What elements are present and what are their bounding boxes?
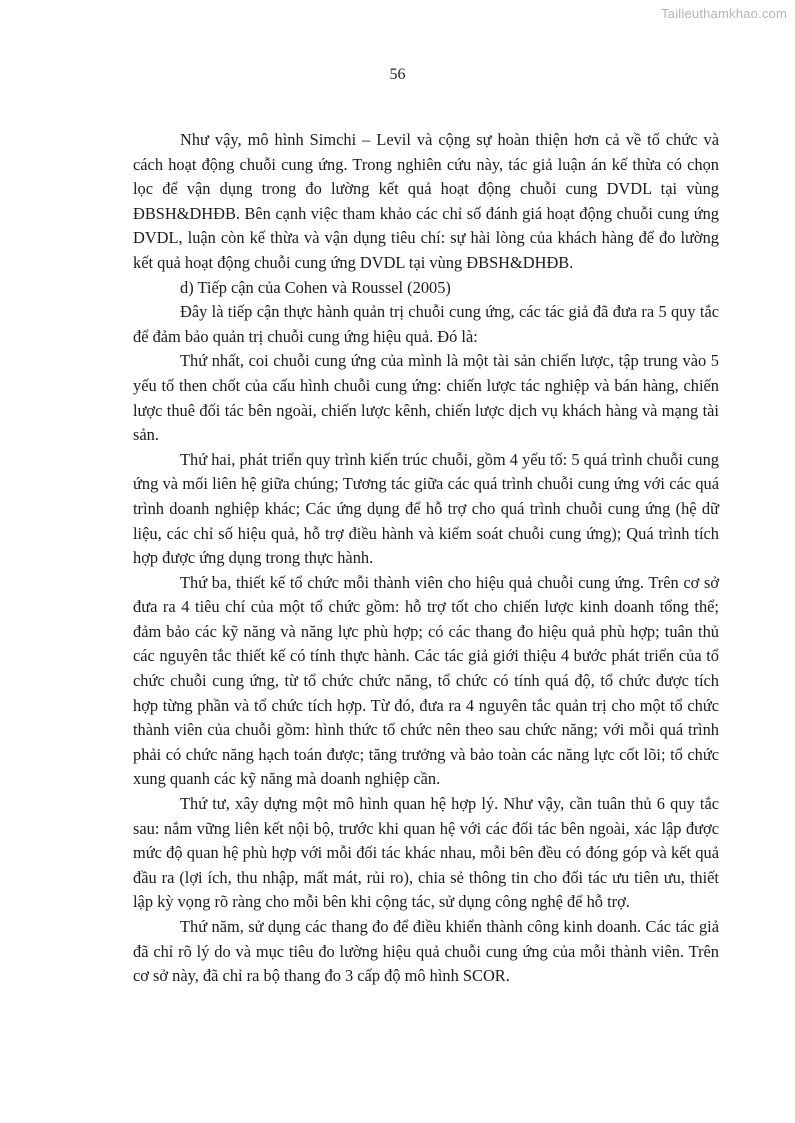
paragraph-rule-5: Thứ năm, sử dụng các thang đo để điều khiển thành công kinh doanh. Các tác giả đã chỉ rõ lý do và mục tiêu đo lường hiệu quả chuỗi cung ứng của mỗi thành viên. Trên cơ sở này, đã chỉ ra bộ thang đo 3 cấp độ mô hình SCOR. [133,917,719,986]
page-number: 56 [389,66,406,83]
document-body [133,128,719,989]
paragraph-rule-1: Thứ nhất, coi chuỗi cung ứng của mình là một tài sản chiến lược, tập trung vào 5 yếu tố then chốt của cấu hình chuỗi cung ứng: chiến lược tác nghiệp và bán hàng, chiến lược thuê đối tác bên ngoài, chiến lược kênh, chiến lược dịch vụ khách hàng và mạng tài sản. [133,351,719,445]
paragraph-simchi-levil: Như vậy, mô hình Simchi – Levil và cộng sự hoàn thiện hơn cả về tổ chức và cách hoạt động chuỗi cung ứng. Trong nghiên cứu này, tác giả luận án kế thừa có chọn lọc để vận dụng trong đo lường kết quả hoạt động chuỗi cung DVDL tại vùng ĐBSH&DHĐB. Bên cạnh việc tham khảo các chỉ số đánh giá hoạt động chuỗi cung ứng DVDL, luận còn kế thừa và vận dụng tiêu chí: sự hài lòng của khách hàng để đo lường kết quả hoạt động chuỗi cung ứng DVDL tại vùng ĐBSH&DHĐB. [133,130,719,272]
paragraph-rule-3: Thứ ba, thiết kế tổ chức mỗi thành viên cho hiệu quả chuỗi cung ứng. Trên cơ sở đưa ra 4 tiêu chí của một tổ chức gồm: hỗ trợ tốt cho chiến lược kinh doanh tổng thể; đảm bảo các kỹ năng và năng lực phù hợp; có các thang đo hiệu quả phù hợp; tuân thủ các nguyên tắc thiết kế có tính thực hành. Các tác giả giới thiệu 4 bước phát triển của tổ chức chuỗi cung ứng, từ tổ chức chức năng, tổ chức có tính quá độ, tổ chức được tích hợp từng phần và tổ chức tích hợp. Từ đó, đưa ra 4 nguyên tắc quản trị cho một tổ chức thành viên của chuỗi gồm: hình thức tổ chức nên theo sau chức năng; với mỗi quá trình phải có chức năng hạch toán được; tăng trưởng và bảo toàn các năng lực cốt lõi; tổ chức xung quanh các kỹ năng mà doanh nghiệp cần. [133,572,719,789]
paragraph-rule-4: Thứ tư, xây dựng một mô hình quan hệ hợp lý. Như vậy, cần tuân thủ 6 quy tắc sau: nắm vững liên kết nội bộ, trước khi quan hệ với các đối tác bên ngoài, xác lập được mức độ quan hệ phù hợp với mỗi đối tác khác nhau, mỗi bên đều có đóng góp và kết quả đầu ra (lợi ích, thu nhập, mất mát, rủi ro), chia sẻ thông tin cho đối tác ưu tiên ưu, thiết lập kỳ vọng rõ ràng cho mỗi bên khi cộng tác, sử dụng công nghệ để hỗ trợ. [133,794,719,912]
paragraph-intro-rules: Đây là tiếp cận thực hành quản trị chuỗi cung ứng, các tác giả đã đưa ra 5 quy tắc để đảm bảo quản trị chuỗi cung ứng hiệu quả. Đó là: [133,302,719,346]
paragraph-rule-2: Thứ hai, phát triển quy trình kiến trúc chuỗi, gồm 4 yếu tố: 5 quá trình chuỗi cung ứng và mối liên hệ giữa chúng; Tương tác giữa các quá trình chuỗi cung ứng với các quá trình doanh nghiệp khác; Các ứng dụng để hỗ trợ cho quá trình chuỗi cung ứng (hệ dữ liệu, các chỉ số hiệu quả, hỗ trợ điều hành và kiểm soát chuỗi cung ứng); Quá trình tích hợp được ứng dụng trong thực hành. [133,449,719,568]
paragraph-heading-cohen-roussel: d) Tiếp cận của Cohen và Roussel (2005) [180,277,451,297]
watermark: Tailieuthamkhao.com [661,6,787,21]
